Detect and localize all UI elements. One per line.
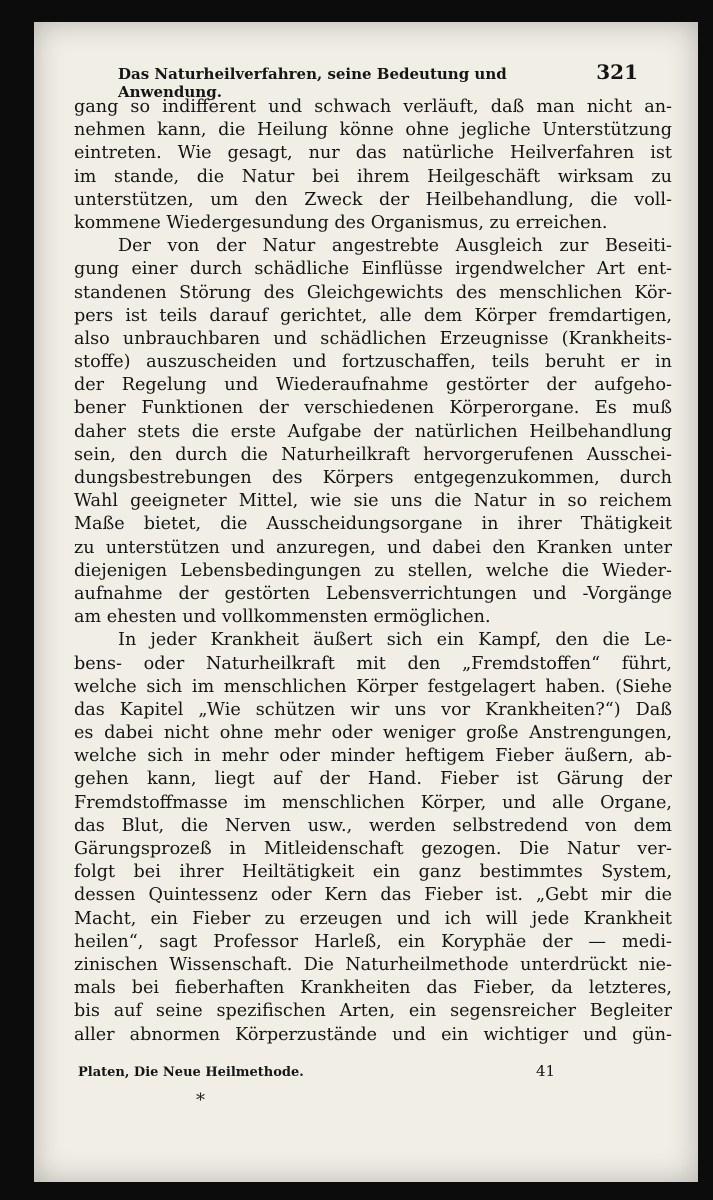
text-line: kommene Wiedergesundung des Organismus, zu erreichen.	[74, 212, 608, 233]
text-line: der Regelung und Wiederaufnahme gestörter der aufgeho-	[74, 375, 672, 396]
text-line: aufnahme der gestörten Lebensverrichtungen und -Vorgänge	[74, 583, 672, 604]
text-line: Gärungsprozeß in Mitleidenschaft gezogen. Die Natur ver-	[74, 839, 672, 859]
text-line: aller abnormen Körperzustände und ein wichtiger und gün-	[74, 1024, 672, 1045]
text-line: am ehesten und vollkommensten ermöglichen.	[74, 607, 491, 628]
signature-number: 41	[536, 1062, 556, 1080]
text-line: unterstützen, um den Zweck der Heilbehandlung, die voll-	[74, 189, 672, 210]
text-line: es dabei nicht ohne mehr oder weniger große Anstrengungen,	[74, 723, 672, 744]
text-line: sein, den durch die Naturheilkraft hervorgerufenen Ausschei-	[74, 444, 672, 465]
text-line: das Kapitel „Wie schützen wir uns vor Krankheiten?“) Daß	[74, 699, 672, 720]
text-line: Wahl geeigneter Mittel, wie sie uns die Natur in so reichem	[74, 491, 672, 512]
printer-signature: Platen, Die Neue Heilmethode.	[78, 1065, 304, 1080]
text-line: also unbrauchbaren und schädlichen Erzeugnisse (Krankheits-	[74, 328, 672, 349]
text-line: Der von der Natur angestrebte Ausgleich zur Beseiti-	[118, 236, 672, 257]
running-header	[118, 60, 638, 101]
text-line: bens- oder Naturheilkraft mit den „Fremdstoffen“ führt,	[74, 653, 672, 674]
text-line: diejenigen Lebensbedingungen zu stellen, welche die Wieder-	[74, 560, 672, 581]
text-line: gung einer durch schädliche Einflüsse irgendwelcher Art ent-	[74, 259, 672, 280]
text-line: welche sich in mehr oder minder heftigem Fieber äußern, ab-	[74, 746, 672, 767]
text-line: stoffe) auszuscheiden und fortzuschaffen, teils beruht er in	[74, 352, 672, 373]
text-line: gang so indifferent und schwach verläuft, daß man nicht an-	[74, 97, 672, 117]
text-line: Fremdstoffmasse im menschlichen Körper, und alle Organe,	[74, 792, 672, 813]
text-line: heilen“, sagt Professor Harleß, ein Koryphäe der — medi-	[74, 931, 672, 952]
text-line: welche sich im menschlichen Körper festgelagert haben. (Siehe	[74, 676, 672, 697]
text-line: daher stets die erste Aufgabe der natürlichen Heilbehandlung	[74, 421, 672, 442]
text-line: In jeder Krankheit äußert sich ein Kampf, den die Le-	[118, 630, 672, 651]
book-page	[34, 22, 698, 1182]
text-line: mals bei fieberhaften Krankheiten das Fieber, da letzteres,	[74, 978, 672, 999]
text-line: zinischen Wissenschaft. Die Naturheilmethode unterdrückt nie-	[74, 954, 672, 975]
text-line: standenen Störung des Gleichgewichts des menschlichen Kör-	[74, 282, 672, 303]
text-line: das Blut, die Nerven usw., werden selbstredend von dem	[74, 815, 672, 836]
asterisk-mark: *	[196, 1090, 205, 1111]
text-line: dessen Quintessenz oder Kern das Fieber ist. „Gebt mir die	[74, 885, 672, 906]
page-number: 321	[596, 60, 638, 84]
text-line: folgt bei ihrer Heiltätigkeit ein ganz bestimmtes System,	[74, 862, 672, 883]
text-line: pers ist teils darauf gerichtet, alle dem Körper fremdartigen,	[74, 305, 672, 326]
text-line: bener Funktionen der verschiedenen Körperorgane. Es muß	[74, 398, 672, 419]
text-line: Macht, ein Fieber zu erzeugen und ich will jede Krankheit	[74, 908, 672, 929]
text-line: nehmen kann, die Heilung könne ohne jegliche Unterstützung	[74, 120, 672, 141]
body-text	[74, 96, 672, 1047]
running-title: Das Naturheilverfahren, seine Bedeutung und Anwendung.	[118, 65, 507, 101]
text-line: Maße bietet, die Ausscheidungsorgane in ihrer Thätigkeit	[74, 514, 672, 535]
text-line: zu unterstützen und anzuregen, und dabei den Kranken unter	[74, 537, 672, 558]
text-line: eintreten. Wie gesagt, nur das natürliche Heilverfahren ist	[74, 143, 672, 164]
text-line: dungsbestrebungen des Körpers entgegenzukommen, durch	[74, 468, 672, 488]
text-line: gehen kann, liegt auf der Hand. Fieber ist Gärung der	[74, 769, 672, 790]
text-line: bis auf seine spezifischen Arten, ein segensreicher Begleiter	[74, 1001, 672, 1022]
text-line: im stande, die Natur bei ihrem Heilgeschäft wirksam zu	[74, 166, 672, 187]
